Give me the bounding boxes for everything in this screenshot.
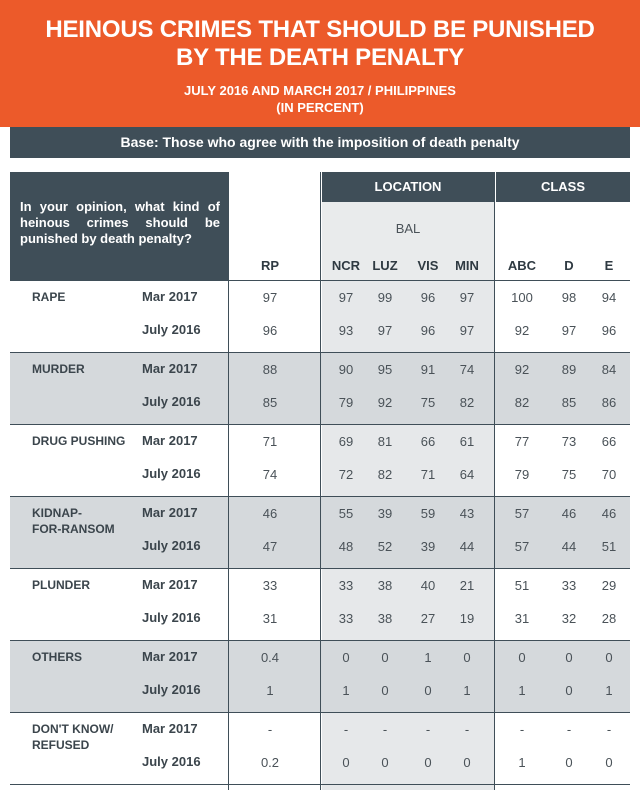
crime-label-line: FOR-RANSOM [32, 522, 115, 536]
table-cell: 47 [262, 539, 278, 554]
table-cell: - [425, 722, 431, 737]
table-cell: 74 [262, 467, 278, 482]
table-cell: 92 [514, 323, 530, 338]
base-note: Base: Those who agree with the imposition of death penalty [10, 127, 630, 158]
table-cell: 98 [561, 290, 577, 305]
table-cell: 0 [342, 650, 350, 665]
crime-label-line: MURDER [32, 362, 85, 376]
table-cell: 0 [463, 755, 471, 770]
table-cell: 71 [262, 434, 278, 449]
crime-label-line: DON'T KNOW/ [32, 722, 114, 736]
table-cell: 99 [377, 290, 393, 305]
table-cell: 70 [601, 467, 617, 482]
table-cell: 48 [338, 539, 354, 554]
table-cell: 91 [420, 362, 436, 377]
table-cell: 85 [561, 395, 577, 410]
table-cell: 51 [514, 578, 530, 593]
column-header-rp: RP [260, 258, 280, 273]
row-divider [10, 784, 630, 785]
table-cell: 82 [377, 467, 393, 482]
period-label-mar: Mar 2017 [142, 577, 198, 592]
title-line-2: BY THE DEATH PENALTY [175, 44, 465, 71]
row-divider [10, 640, 630, 641]
table-cell: 19 [459, 611, 475, 626]
table-cell: 75 [420, 395, 436, 410]
crime-label [32, 505, 115, 537]
table-cell: 29 [601, 578, 617, 593]
table-cell: 79 [338, 395, 354, 410]
row-divider [10, 712, 630, 713]
table-cell: 97 [561, 323, 577, 338]
table-cell: - [464, 722, 470, 737]
column-header-abc: ABC [507, 258, 537, 273]
table-cell: - [343, 722, 349, 737]
crime-label-line: OTHERS [32, 650, 83, 664]
crime-label [32, 577, 90, 593]
crime-label-line: KIDNAP- [32, 506, 82, 520]
table-cell: 0 [565, 683, 573, 698]
table-cell: 74 [459, 362, 475, 377]
crime-label-line: DRUG PUSHING [32, 434, 126, 448]
table-cell: 33 [338, 611, 354, 626]
table-cell: 94 [601, 290, 617, 305]
table-cell: 51 [601, 539, 617, 554]
table-cell: 33 [561, 578, 577, 593]
table-cell: 55 [338, 506, 354, 521]
table-cell: 28 [601, 611, 617, 626]
table-cell: 97 [459, 323, 475, 338]
table-cell: 0.2 [260, 755, 280, 770]
table-cell: 69 [338, 434, 354, 449]
period-label-jul: July 2016 [142, 394, 201, 409]
table-cell: 81 [377, 434, 393, 449]
period-label-mar: Mar 2017 [142, 361, 198, 376]
table-cell: 66 [420, 434, 436, 449]
table-cell: 64 [459, 467, 475, 482]
table-cell: 92 [514, 362, 530, 377]
row-divider [10, 352, 630, 353]
table-cell: - [519, 722, 525, 737]
table-cell: 0 [518, 650, 526, 665]
crime-label-line: PLUNDER [32, 578, 91, 592]
table-cell: 100 [511, 290, 533, 305]
table-cell: - [382, 722, 388, 737]
table-cell: 97 [459, 290, 475, 305]
table-cell: 73 [561, 434, 577, 449]
table-cell: 44 [561, 539, 577, 554]
column-header-vis: VIS [417, 258, 439, 273]
row-divider [10, 280, 630, 281]
table-cell: 38 [377, 578, 393, 593]
column-header-e: E [604, 258, 614, 273]
table-cell: 0 [381, 650, 389, 665]
table-cell: 88 [262, 362, 278, 377]
table-cell: 1 [605, 683, 613, 698]
period-label-jul: July 2016 [142, 538, 201, 553]
period-label-jul: July 2016 [142, 322, 201, 337]
table-cell: 0 [381, 683, 389, 698]
table-cell: 89 [561, 362, 577, 377]
table-cell: 96 [262, 323, 278, 338]
table-cell: 38 [377, 611, 393, 626]
period-label-jul: July 2016 [142, 754, 201, 769]
table-cell: 32 [561, 611, 577, 626]
table-cell: 33 [338, 578, 354, 593]
table-cell: 96 [601, 323, 617, 338]
table-cell: 0 [342, 755, 350, 770]
table-cell: - [566, 722, 572, 737]
row-divider [10, 568, 630, 569]
table-cell: 96 [420, 323, 436, 338]
table-cell: 21 [459, 578, 475, 593]
table-cell: 97 [338, 290, 354, 305]
table-cell: 46 [601, 506, 617, 521]
location-group-header: LOCATION [322, 172, 494, 202]
column-header-d: D [564, 258, 574, 273]
table-cell: - [606, 722, 612, 737]
column-divider [494, 172, 495, 790]
column-header-min: MIN [455, 258, 479, 273]
table-cell: 92 [377, 395, 393, 410]
table-cell: 52 [377, 539, 393, 554]
table-cell: 0.4 [260, 650, 280, 665]
column-divider [228, 172, 229, 790]
table-cell: 1 [266, 683, 274, 698]
table-cell: 90 [338, 362, 354, 377]
table-cell: 86 [601, 395, 617, 410]
table-cell: 0 [565, 650, 573, 665]
subtitle-line-2: (IN PERCENT) [276, 100, 364, 115]
subtitle-line-1: JULY 2016 AND MARCH 2017 / PHILIPPINES [184, 83, 456, 98]
row-divider [10, 496, 630, 497]
table-cell: - [267, 722, 273, 737]
column-divider [320, 172, 321, 790]
period-label-jul: July 2016 [142, 466, 201, 481]
period-label-mar: Mar 2017 [142, 649, 198, 664]
question-text: In your opinion, what kind of heinous crimes should be punished by death penalty? [20, 199, 220, 246]
table-cell: 72 [338, 467, 354, 482]
period-label-mar: Mar 2017 [142, 721, 198, 736]
table-cell: 40 [420, 578, 436, 593]
table-cell: 84 [601, 362, 617, 377]
table-cell: 97 [262, 290, 278, 305]
table-cell: 0 [605, 650, 613, 665]
table-cell: 79 [514, 467, 530, 482]
bal-label: BAL [395, 221, 421, 236]
crime-label [32, 433, 125, 449]
table-cell: 59 [420, 506, 436, 521]
period-label-jul: July 2016 [142, 610, 201, 625]
table-cell: 1 [518, 683, 526, 698]
table-cell: 71 [420, 467, 436, 482]
table-cell: 57 [514, 539, 530, 554]
page-subtitle [0, 82, 640, 116]
table-cell: 43 [459, 506, 475, 521]
period-label-jul: July 2016 [142, 682, 201, 697]
table-cell: 0 [605, 755, 613, 770]
table-cell: 31 [514, 611, 530, 626]
table-cell: 1 [518, 755, 526, 770]
column-header-ncr: NCR [331, 258, 361, 273]
class-group-header: CLASS [496, 172, 630, 202]
table-cell: 66 [601, 434, 617, 449]
period-label-mar: Mar 2017 [142, 505, 198, 520]
table-cell: 82 [459, 395, 475, 410]
crime-label-line: REFUSED [32, 738, 90, 752]
header-banner [0, 0, 640, 127]
crime-label [32, 361, 85, 377]
period-label-mar: Mar 2017 [142, 433, 198, 448]
crime-label [32, 721, 114, 753]
question-cell [10, 172, 228, 280]
crime-label [32, 289, 65, 305]
table-cell: 0 [565, 755, 573, 770]
title-line-1: HEINOUS CRIMES THAT SHOULD BE PUNISHED [45, 16, 595, 43]
table-cell: 0 [424, 755, 432, 770]
table-cell: 1 [424, 650, 432, 665]
table-cell: 44 [459, 539, 475, 554]
table-cell: 97 [377, 323, 393, 338]
table-cell: 57 [514, 506, 530, 521]
row-divider [10, 424, 630, 425]
table-cell: 1 [463, 683, 471, 698]
table-cell: 82 [514, 395, 530, 410]
table-cell: 85 [262, 395, 278, 410]
table-cell: 39 [377, 506, 393, 521]
table-cell: 31 [262, 611, 278, 626]
table-cell: 0 [424, 683, 432, 698]
table-cell: 61 [459, 434, 475, 449]
table-cell: 46 [262, 506, 278, 521]
table-cell: 27 [420, 611, 436, 626]
table-cell: 46 [561, 506, 577, 521]
period-label-mar: Mar 2017 [142, 289, 198, 304]
table-cell: 33 [262, 578, 278, 593]
crime-label-line: RAPE [32, 290, 66, 304]
page-title [0, 16, 640, 72]
table-cell: 0 [381, 755, 389, 770]
table-cell: 93 [338, 323, 354, 338]
crime-label [32, 649, 82, 665]
table-cell: 39 [420, 539, 436, 554]
table-cell: 75 [561, 467, 577, 482]
column-header-luz: LUZ [372, 258, 398, 273]
table-cell: 1 [342, 683, 350, 698]
table-cell: 95 [377, 362, 393, 377]
table-cell: 77 [514, 434, 530, 449]
table-cell: 0 [463, 650, 471, 665]
table-cell: 96 [420, 290, 436, 305]
